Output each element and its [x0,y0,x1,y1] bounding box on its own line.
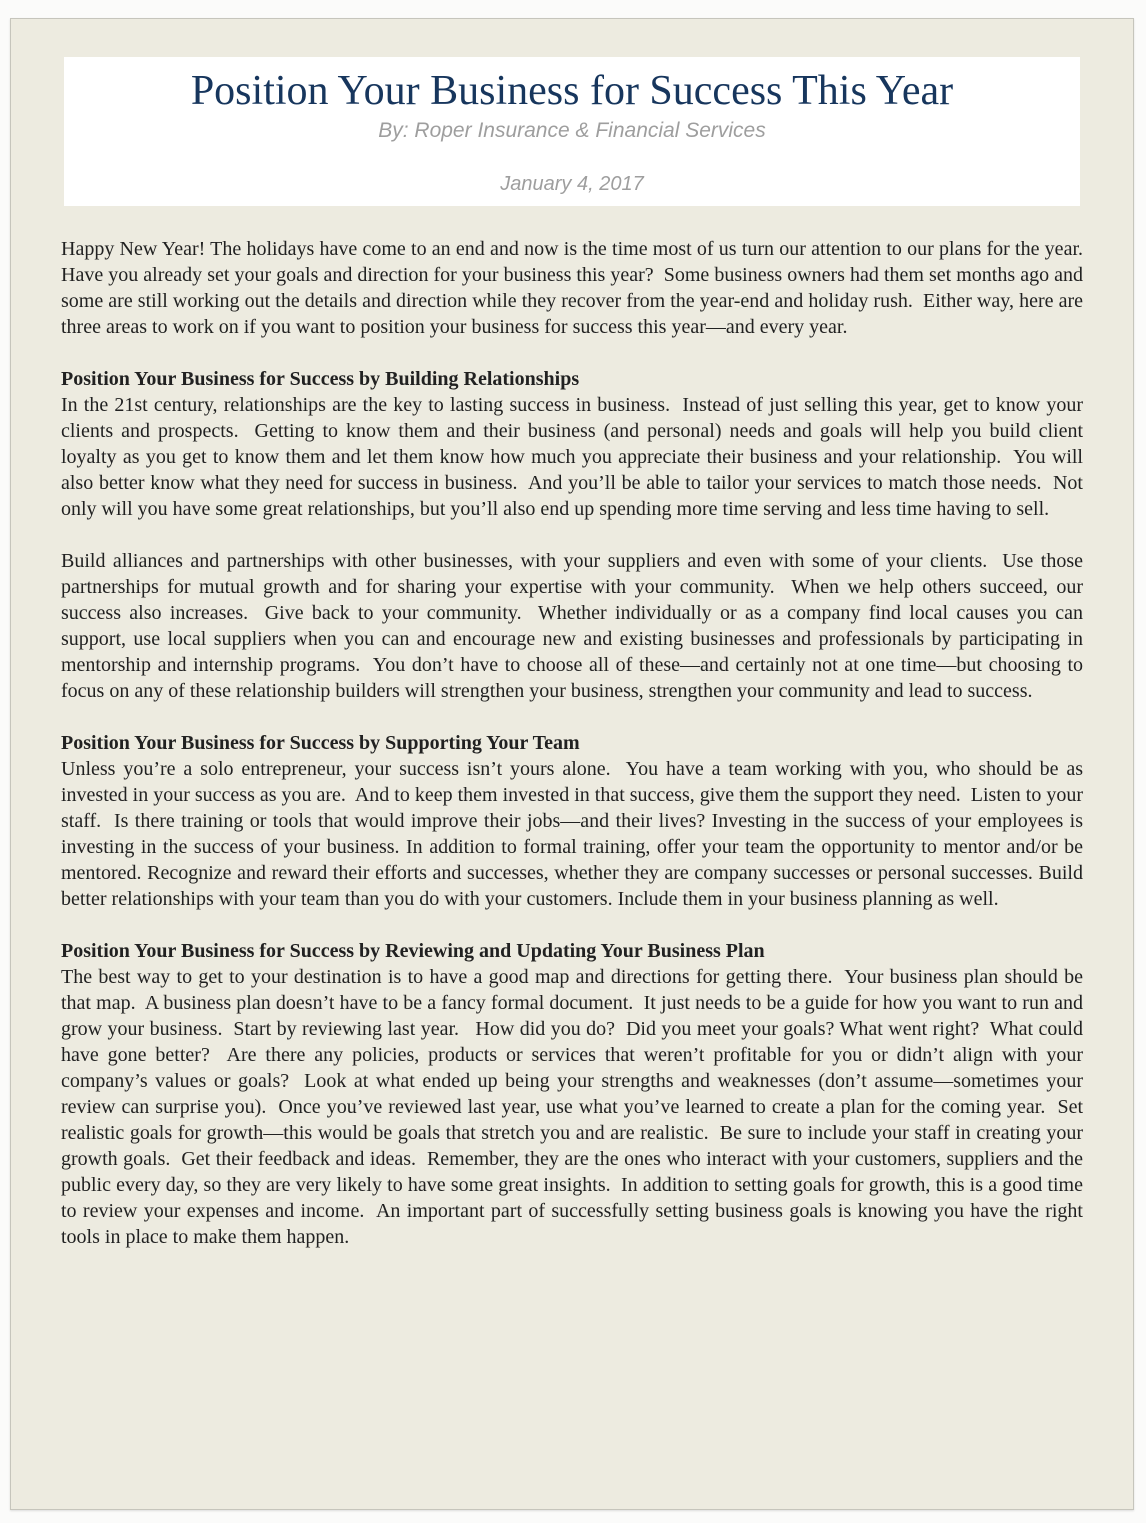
section-heading-supporting-your-team: Position Your Business for Success by Supporting Your Team [61,732,580,754]
document-panel [10,18,1134,1510]
document-body [61,236,1093,1250]
section-paragraph: Unless you’re a solo entrepreneur, your success isn’t yours alone. You have a team working with you, who should be as invested in your success as you are. And to keep them invested in that success, give them the support they need. Listen to your staff. Is there training or tools that would improve their jobs—and their lives? Investing in the success of your employees is investing in the success of your business. In addition to formal training, offer your team the opportunity to mentor and/or be mentored. Recognize and reward their efforts and successes, whether they are company successes or personal successes. Build better relationships with your team than you do with your customers. Include them in your business planning as well. [61,758,1088,910]
section-building-relationships [61,366,1088,704]
section-heading-building-relationships: Position Your Business for Success by Building Relationships [61,368,580,390]
byline: By: Roper Insurance & Financial Services [378,119,766,142]
section-supporting-your-team [61,730,1088,912]
section-paragraph: In the 21st century, relationships are the key to lasting success in business. Instead of just selling this year, get to know your clients and prospects. Getting to know them and their business (and personal) needs and goals will help you build client loyalty as you get to know them and let them know how much you appreciate their business and your relationship. You will also better know what they need for success in business. And you’ll be able to tailor your services to match those needs. Not only will you have some great relationships, but you’ll also end up spending more time serving and less time having to sell. [61,394,1088,520]
section-paragraph: The best way to get to your destination is to have a good map and directions for getting there. Your business plan should be that map. A business plan doesn’t have to be a fancy formal document. It just needs to be a guide for how you want to run and grow your business. Start by reviewing last year. How did you do? Did you meet your goals? What went right? What could have gone better? Are there any policies, products or services that weren’t profitable for you or didn’t align with your company’s values or goals? Look at what ended up being your strengths and weaknesses (don’t assume—sometimes your review can surprise you). Once you’ve reviewed last year, use what you’ve learned to create a plan for the coming year. Set realistic goals for growth—this would be goals that stretch you and are realistic. Be sure to include your staff in creating your growth goals. Get their feedback and ideas. Remember, they are the ones who interact with your customers, suppliers and the public every day, so they are very likely to have some great insights. In addition to setting goals for growth, this is a good time to review your expenses and income. An important part of successfully setting business goals is knowing you have the right tools in place to make them happen. [61,966,1088,1248]
publish-date: January 4, 2017 [500,173,644,195]
page-title: Position Your Business for Success This Year [190,68,954,114]
section-heading-business-plan: Position Your Business for Success by Reviewing and Updating Your Business Plan [61,940,765,962]
intro-paragraph: Happy New Year! The holidays have come to an end and now is the time most of us turn our attention to our plans for the year. Have you already set your goals and direction for your business this year? Some business owners had them set months ago and some are still working out the details and direction while they recover from the year-end and holiday rush. Either way, here are three areas to work on if you want to position your business for success this year—and every year. [61,238,1093,338]
section-business-plan [61,938,1088,1250]
section-paragraph: Build alliances and partnerships with other businesses, with your suppliers and even with some of your clients. Use those partnerships for mutual growth and for sharing your expertise with your community. When we help others succeed, our success also increases. Give back to your community. Whether individually or as a company find local causes you can support, use local suppliers when you can and encourage new and existing businesses and professionals by participating in mentorship and internship programs. You don’t have to choose all of these—and certainly not at one time—but choosing to focus on any of these relationship builders will strengthen your business, strengthen your community and lead to success. [61,550,1088,702]
document-header [64,57,1080,206]
